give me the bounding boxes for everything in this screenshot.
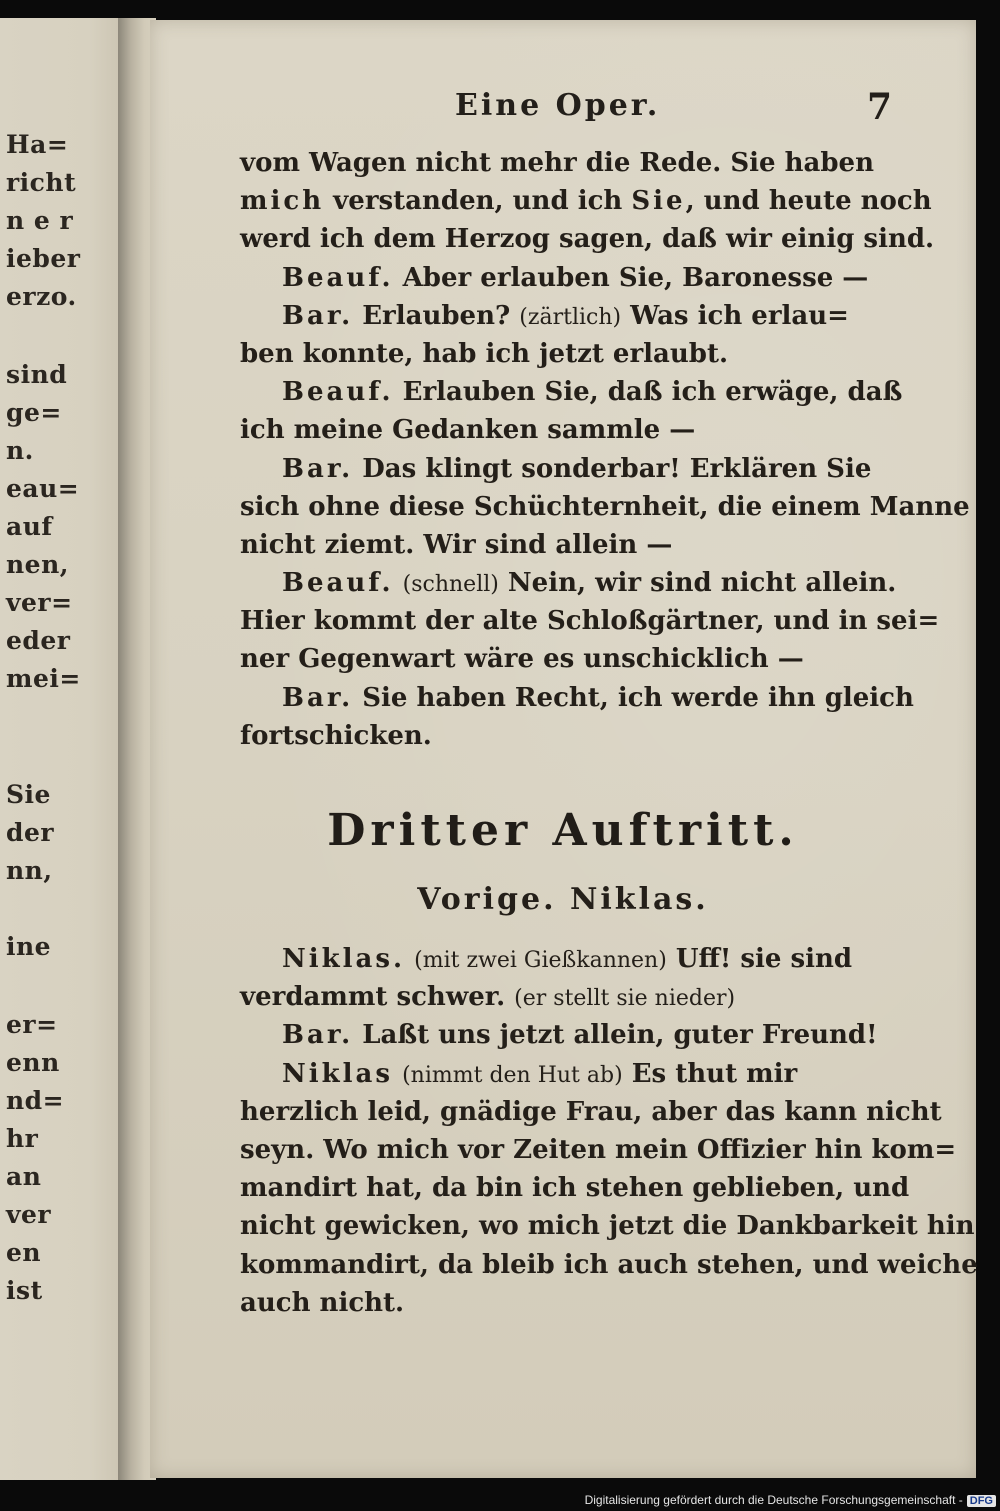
line-text: seyn. Wo mich vor Zeiten mein Offizier hin kom=: [240, 1134, 957, 1165]
scene-persons: Vorige. Niklas.: [417, 882, 709, 917]
line-text: Nein, wir sind nicht allein.: [498, 568, 897, 599]
page-header: [150, 86, 976, 136]
previous-page-fragment: erzo.: [6, 282, 77, 311]
previous-page-fragment: auf: [6, 512, 53, 541]
speaker-name: Niklas.: [282, 944, 406, 974]
speaker-name: mich: [240, 186, 325, 217]
speaker-name: Sie: [631, 186, 686, 217]
previous-page-fragment: nn,: [6, 856, 53, 885]
speaker-name: Beauf.: [282, 568, 394, 599]
text-line: [240, 1207, 975, 1245]
previous-page-fragment: ver=: [6, 588, 73, 617]
dfg-logo: DFG: [967, 1495, 996, 1507]
text-line: [240, 940, 890, 978]
line-text: ich meine Gedanken sammle —: [240, 415, 696, 446]
previous-page-fragment: en: [6, 1238, 42, 1267]
previous-page-edge: [0, 18, 128, 1480]
previous-page-fragment: n.: [6, 436, 34, 465]
line-text: auch nicht.: [240, 1287, 405, 1318]
previous-page-fragment: an: [6, 1162, 42, 1191]
line-text: Erlauben?: [353, 300, 520, 331]
line-text: , und heute noch: [685, 186, 932, 217]
previous-page-fragment: ieber: [6, 244, 81, 273]
text-line: [240, 564, 897, 602]
line-text: [393, 1059, 402, 1089]
previous-page-fragment: richt: [6, 168, 77, 197]
previous-page-fragment: ine: [6, 932, 52, 961]
previous-page-fragment: er=: [6, 1010, 58, 1039]
line-text: verstanden, und ich: [324, 186, 632, 217]
speaker-name: Bar.: [282, 682, 354, 713]
digitization-credit: [585, 1493, 996, 1507]
text-line: [240, 717, 890, 755]
line-text: mandirt hat, da bin ich stehen geblieben, und: [240, 1173, 910, 1204]
text-block-dialogue-2: [240, 940, 978, 1322]
running-title: Eine Oper.: [455, 88, 661, 123]
speaker-name: Bar.: [282, 453, 354, 484]
speaker-name: Beauf.: [282, 377, 394, 408]
text-line: [240, 488, 970, 526]
text-line: [240, 373, 903, 411]
stage-direction: (nimmt den Hut ab): [402, 1062, 623, 1088]
page-number: 7: [866, 86, 892, 128]
line-text: Hier kommt der alte Schloßgärtner, und in sei=: [240, 606, 940, 637]
line-text: sich ohne diese Schüchternheit, die einem Manne: [240, 491, 970, 522]
speaker-name: Bar.: [282, 1020, 354, 1051]
text-line: [240, 1016, 890, 1054]
previous-page-fragment: mei=: [6, 664, 81, 693]
line-text: Laßt uns jetzt allein, guter Freund!: [353, 1020, 878, 1051]
line-text: vom Wagen nicht mehr die Rede. Sie haben: [240, 148, 875, 178]
line-text: Was ich erlau=: [621, 300, 849, 331]
previous-page-fragment: der: [6, 818, 55, 847]
previous-page-fragment: Ha=: [6, 130, 69, 159]
line-text: fortschicken.: [240, 720, 432, 751]
text-line: [240, 450, 890, 488]
text-line: [240, 1055, 890, 1093]
text-line: [240, 1169, 910, 1207]
line-text: Sie haben Recht, ich werde ihn gleich: [353, 682, 914, 713]
line-text: nicht ziemt. Wir sind allein —: [240, 529, 673, 560]
previous-page-fragment: nen,: [6, 550, 69, 579]
line-text: [394, 568, 403, 598]
previous-page-fragment: ge=: [6, 398, 62, 427]
line-text: ner Gegenwart wäre es unschicklich —: [240, 644, 804, 675]
text-line: [240, 335, 890, 373]
line-text: [405, 944, 414, 974]
line-text: verdammt schwer.: [240, 982, 515, 1013]
line-text: Erlauben Sie, daß ich erwäge, daß: [393, 377, 903, 408]
previous-page-fragment: sind: [6, 360, 68, 389]
previous-page-fragment: enn: [6, 1048, 60, 1077]
speaker-name: Beauf.: [282, 262, 394, 293]
stage-direction: (er stellt sie nieder): [514, 986, 736, 1012]
text-line: [240, 144, 890, 182]
text-line: [240, 1093, 942, 1131]
line-text: Es thut mir: [622, 1058, 798, 1089]
text-line: [240, 297, 890, 335]
line-text: Das klingt sonderbar! Erklären Sie: [353, 453, 872, 484]
text-line: [240, 1246, 978, 1284]
line-text: ben konnte, hab ich jetzt erlaubt.: [240, 338, 729, 369]
text-line: [240, 182, 932, 220]
line-text: nicht gewicken, wo mich jetzt die Dankbarkeit hin: [240, 1211, 975, 1242]
speaker-name: Bar.: [282, 300, 354, 331]
text-line: [240, 1284, 890, 1322]
stage-direction: (mit zwei Gießkannen): [414, 948, 667, 973]
previous-page-fragment: n e r: [6, 206, 74, 235]
text-line: [240, 602, 940, 640]
stage-direction: (zärtlich): [519, 304, 622, 330]
text-line: [240, 640, 890, 678]
text-block-dialogue-1: [240, 144, 970, 755]
speaker-name: Niklas: [282, 1058, 394, 1089]
text-line: [240, 220, 935, 258]
text-line: [240, 259, 890, 297]
text-line: [240, 679, 914, 717]
line-text: kommandirt, da bleib ich auch stehen, und weiche: [240, 1249, 978, 1280]
stage-direction: (schnell): [402, 572, 499, 598]
text-line: [240, 1131, 957, 1169]
line-text: Uff! sie sind: [666, 944, 853, 974]
credit-text: Digitalisierung gefördert durch die Deutsche Forschungsgemeinschaft -: [584, 1493, 963, 1507]
book-page: [150, 20, 976, 1478]
line-text: werd ich dem Herzog sagen, daß wir einig sind.: [240, 224, 935, 255]
line-text: herzlich leid, gnädige Frau, aber das kann nicht: [240, 1096, 942, 1127]
previous-page-fragment: eau=: [6, 474, 80, 503]
text-line: [240, 411, 890, 449]
previous-page-fragment: ver: [6, 1200, 52, 1229]
text-line: [240, 526, 890, 564]
previous-page-fragment: hr: [6, 1124, 39, 1153]
previous-page-fragment: ist: [6, 1276, 43, 1305]
scene-heading: Dritter Auftritt.: [327, 805, 799, 856]
previous-page-fragment: eder: [6, 626, 71, 655]
line-text: Aber erlauben Sie, Baronesse —: [393, 262, 869, 293]
text-line: [240, 978, 890, 1016]
previous-page-fragment: Sie: [6, 780, 51, 809]
previous-page-fragment: nd=: [6, 1086, 65, 1115]
